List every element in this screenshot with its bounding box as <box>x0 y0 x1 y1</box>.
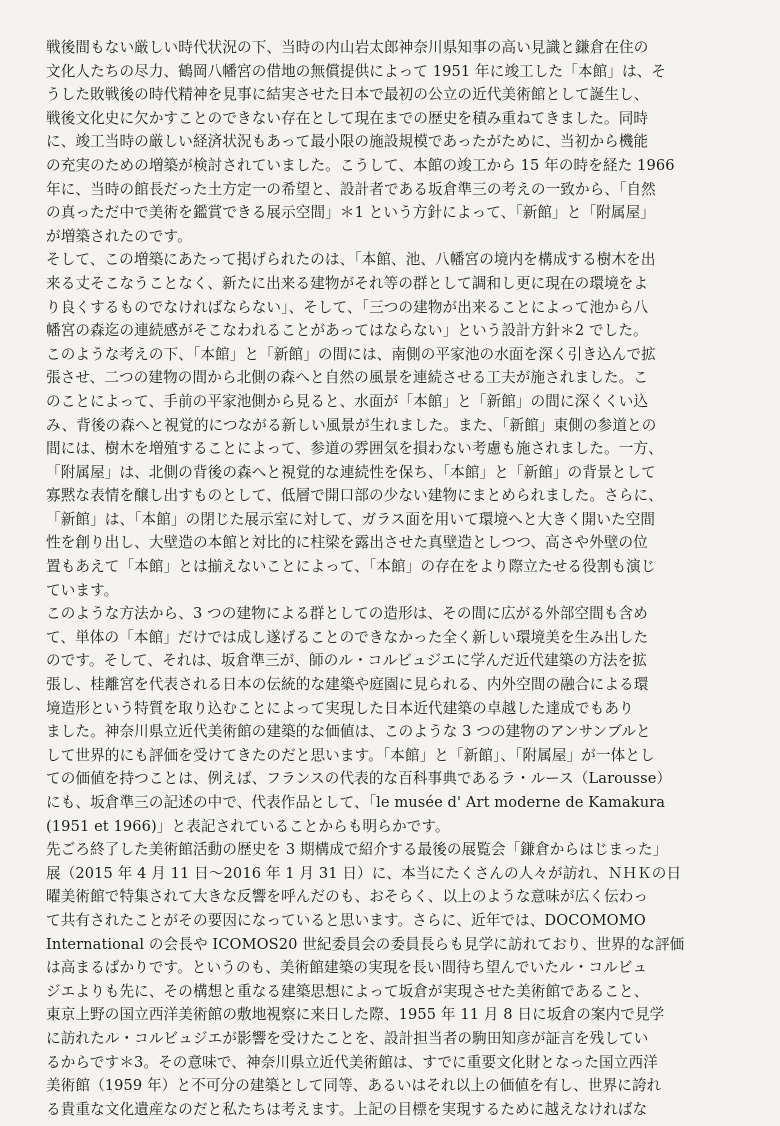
text-line: 境造形という特質を取り込むことによって実現した日本近代建築の卓越した達成でもあり <box>46 699 634 717</box>
text-line: に訪れたル・コルビュジエが影響を受けたことを、設計担当者の駒田知彦が証言を残してい <box>46 1029 649 1047</box>
text-line: (1951 et 1966)」と表記されていることからも明らかです。 <box>46 817 450 835</box>
text-line: 戦後文化史に欠かすことのできない存在として現在までの歴史を積み重ねてきました。同時 <box>46 109 649 127</box>
text-line: のです。そして、それは、坂倉準三が、師のル・コルビュジエに学んだ近代建築の方法を拡 <box>46 652 647 670</box>
text-line: 間には、樹木を増殖することによって、参道の雰囲気を損わない考慮も施されました。一方、 <box>46 440 663 458</box>
paragraph <box>46 602 742 838</box>
text-line: このような考えの下、「本館」と「新館」の間には、南側の平家池の水面を深く引き込んで拡 <box>46 345 656 363</box>
text-line: のことによって、手前の平家池側から見ると、水面が「本館」と「新館」の間に深くくい込 <box>46 392 649 410</box>
paragraph <box>46 248 742 602</box>
text-line: 戦後間もない厳しい時代状況の下、当時の内山岩太郎神奈川県知事の高い見識と鎌倉在住の <box>46 39 649 56</box>
text-line: 展（2015 年 4 月 11 日～2016 年 1 月 31 日）に、本当にたくさんの人々が訪れ、ＮＨＫの日 <box>46 864 682 882</box>
text-line: ています。 <box>46 581 119 599</box>
text-line: の真っただ中で美術を鑑賞できる展示空間」＊1 という方針によって、「新館」と「附属屋」 <box>46 204 655 222</box>
text-line: に、竣工当時の厳しい経済状況もあって最小限の施設規模であったがために、当初から機能 <box>46 133 649 151</box>
text-line: そして、この増築にあたって掲げられたのは、「本館、池、八幡宮の境内を構成する樹木を出 <box>46 251 656 269</box>
text-line: て、単体の「本館」だけでは成し遂げることのできなかった全く新しい環境美を生み出した <box>46 628 649 646</box>
text-line: が増築されたのです。 <box>46 227 192 245</box>
paragraph <box>46 36 742 248</box>
text-line: うした敗戦後の時代精神を見事に結実させた日本で最初の公立の近代美術館として誕生し、 <box>46 86 649 104</box>
text-line: このような方法から、3 つの建物による群としての造形は、その間に広がる外部空間も含め <box>46 605 648 623</box>
text-line: 先ごろ終了した美術館活動の歴史を 3 期構成で紹介する最後の展覧会「鎌倉からはじまった」 <box>46 841 668 859</box>
text-line: て共有されたことがその要因になっていると思います。さらに、近年では、DOCOMOMO <box>46 911 646 929</box>
text-line: 「新館」は、「本館」の閉じた展示室に対して、ガラス面を用いて環境へと大きく開いた空間 <box>46 510 656 528</box>
text-line: 東京上野の国立西洋美術館の敷地視察に来日した際、1955 年 11 月 8 日に坂倉の案内で見学 <box>46 1006 665 1024</box>
text-line: にも、坂倉準三の記述の中で、代表作品として、「le musée d' Art moderne de Kamakura <box>46 794 666 811</box>
text-line: ての価値を持つことは、例えば、フランスの代表的な百科事典であるラ・ルース（Larousse） <box>46 770 672 788</box>
text-line: ジエよりも先に、その構想と重なる建築思想によって坂倉が実現させた美術館であること、 <box>46 982 649 1000</box>
text-line: 置もあえて「本館」とは揃えないことによって、「本館」の存在をより際立たせる役割も演じ <box>46 558 656 576</box>
text-line: 張し、桂離宮を代表される日本の伝統的な建築や庭園に見られる、内外空間の融合による環 <box>46 676 649 694</box>
text-line: 張させ、二つの建物の間から北側の森へと自然の風景を連続させる工夫が施されました。こ <box>46 369 649 387</box>
text-line: ました。神奈川県立近代美術館の建築的な価値は、このような 3 つの建物のアンサンブルと <box>46 723 651 741</box>
text-line: の充実のための増築が検討されていました。こうして、本館の竣工から 15 年の時を経た 1966 <box>46 156 675 174</box>
text-line: 「附属屋」は、北側の背後の森へと視覚的な連続性を保ち、「本館」と「新館」の背景として <box>46 463 656 481</box>
text-line: して世界的にも評価を受けてきたのだと思います。「本館」と「新館」、「附属屋」が一体とし <box>46 746 655 764</box>
text-line: 幡宮の森迄の連続感がそこなわれることがあってはならない」という設計方針＊2 でした。 <box>46 322 648 340</box>
text-line: 寡黙な表情を醸し出すものとして、低層で開口部の少ない建物にまとめられました。さらに、 <box>46 487 663 505</box>
text-line: International の会長や ICOMOS20 世紀委員会の委員長らも見学に訪れており、世界的な評価 <box>46 935 685 953</box>
text-line: る貴重な文化遺産なのだと私たちは考えます。上記の目標を実現するために越えなければな <box>46 1100 648 1118</box>
text-line: み、背後の森へと視覚的につながる新しい風景が生れました。また、「新館」東側の参道との <box>46 416 657 434</box>
text-line: り良くするものでなければならない」、そして、「三つの建物が出来ることによって池から八 <box>46 298 649 316</box>
text-line: 性を創り出し、大壁造の本館と対比的に柱梁を露出させた真壁造としつつ、高さや外壁の位 <box>46 534 648 552</box>
text-line: るからです＊3。その意味で、神奈川県立近代美術館は、すでに重要文化財となった国立西洋 <box>46 1053 658 1071</box>
text-line: 文化人たちの尽力、鶴岡八幡宮の借地の無償提供によって 1951 年に竣工した「本館」は、そ <box>46 62 667 80</box>
text-line: 年に、当時の館長だった土方定一の希望と、設計者である坂倉準三の考えの一致から、「自然 <box>46 180 656 198</box>
document-page <box>46 36 742 1118</box>
paragraph <box>46 838 742 1121</box>
text-line: 来る丈そこなうことなく、新たに出来る建物がそれ等の群として調和し更に現在の環境をよ <box>46 274 649 292</box>
text-line: は高まるばかりです。というのも、美術館建築の実現を長い間待ち望んでいたル・コルビュ <box>46 959 648 977</box>
text-line: 曜美術館で特集されて大きな反響を呼んだのも、おそらく、以上のような意味が広く伝わっ <box>46 888 649 906</box>
text-line: 美術館（1959 年）と不可分の建築として同等、あるいはそれ以上の価値を有し、世界に誇れ <box>46 1077 662 1095</box>
